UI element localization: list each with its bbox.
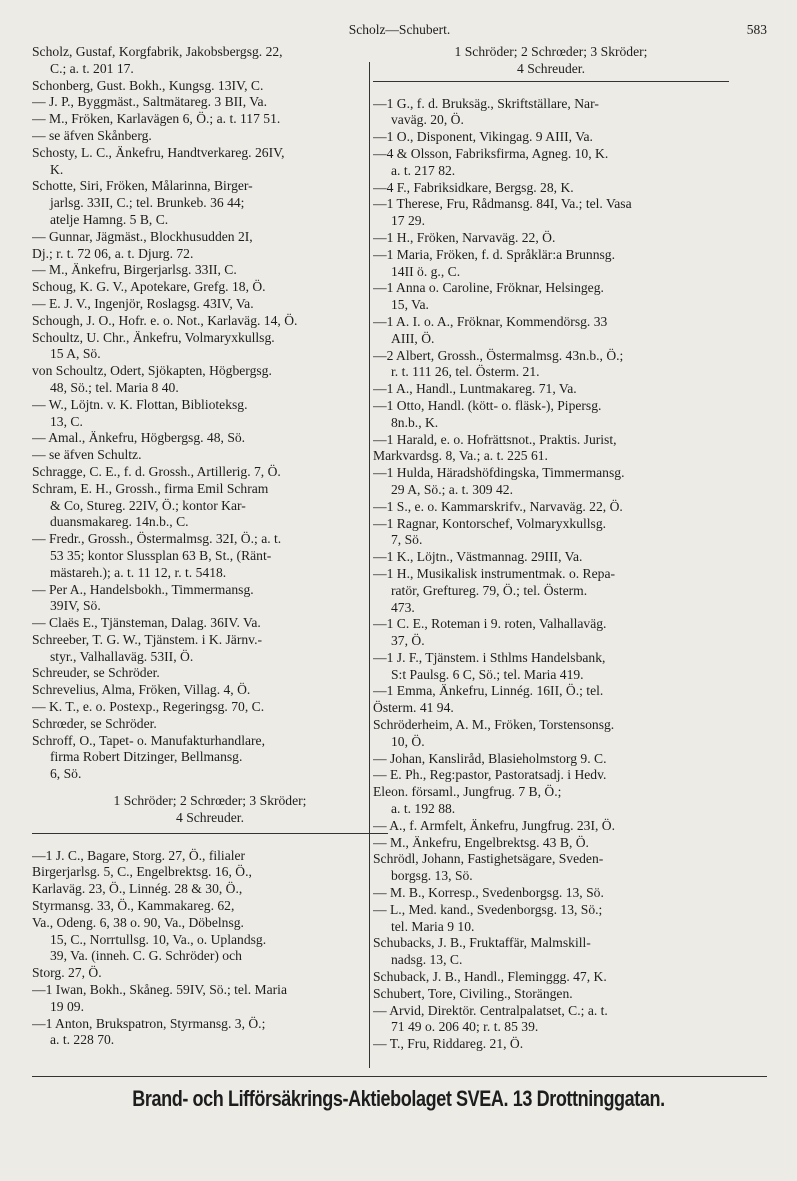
- directory-line: Schoultz, U. Chr., Änkefru, Volmaryxkullsg.: [32, 329, 275, 345]
- directory-line: 6, Sö.: [50, 766, 82, 782]
- name-variant-header: [373, 44, 729, 82]
- directory-line: — J. P., Byggmäst., Saltmätareg. 3 BII, Va.: [32, 94, 267, 110]
- directory-line: — E. J. V., Ingenjör, Roslagsg. 43IV, Va.: [32, 295, 254, 311]
- directory-line: Storg. 27, Ö.: [32, 965, 102, 981]
- directory-line: 7, Sö.: [391, 532, 423, 548]
- directory-line: Schuback, J. B., Handl., Fleminggg. 47, K.: [373, 969, 607, 985]
- directory-line: —1 A., Handl., Luntmakareg. 71, Va.: [373, 381, 577, 397]
- directory-line: 71 49 o. 206 40; r. t. 85 39.: [391, 1019, 539, 1035]
- directory-line: Schough, J. O., Hofr. e. o. Not., Karlaväg. 14, Ö.: [32, 312, 298, 328]
- directory-line: — M., Fröken, Karlavägen 6, Ö.; a. t. 117 51.: [32, 111, 281, 127]
- directory-line: 19 09.: [50, 998, 84, 1014]
- directory-line: — A., f. Armfelt, Änkefru, Jungfrug. 23I, Ö.: [373, 817, 616, 833]
- directory-line: 39, Va. (inneh. C. G. Schröder) och: [50, 948, 242, 964]
- directory-line: 15, Va.: [391, 297, 429, 313]
- right-entries: [373, 96, 773, 1053]
- directory-line: Markvardsg. 8, Va.; a. t. 225 61.: [373, 448, 548, 464]
- directory-line: —1 H., Musikalisk instrumentmak. o. Repa-: [373, 565, 616, 581]
- directory-line: Schreuder, se Schröder.: [32, 665, 160, 681]
- directory-line: atelje Hamng. 5 B, C.: [50, 211, 169, 227]
- directory-line: Schröderheim, A. M., Fröken, Torstensonsg.: [373, 717, 615, 733]
- name-variant-note: [32, 793, 388, 834]
- directory-line: —1 Hulda, Häradshöfdingska, Timmermansg.: [373, 465, 625, 481]
- directory-line: Schubert, Tore, Civiling., Storängen.: [373, 985, 573, 1001]
- variant-line-1: 1 Schröder; 2 Schrœder; 3 Skröder;: [113, 793, 307, 809]
- directory-line: —1 Harald, e. o. Hofrättsnot., Praktis. Jurist,: [373, 431, 617, 447]
- directory-line: Karlaväg. 23, Ö., Linnég. 28 & 30, Ö.,: [32, 881, 243, 897]
- directory-line: 15, C., Norrtullsg. 10, Va., o. Uplandsg.: [50, 931, 267, 947]
- directory-line: 37, Ö.: [391, 633, 425, 649]
- directory-line: 39IV, Sö.: [50, 598, 101, 614]
- directory-line: Schrödl, Johann, Fastighetsägare, Sveden-: [373, 851, 604, 867]
- directory-line: —1 Therese, Fru, Rådmansg. 84I, Va.; tel. Vasa: [373, 196, 632, 212]
- directory-line: Eleon. församl., Jungfrug. 7 B, Ö.;: [373, 784, 562, 800]
- directory-line: r. t. 111 26, tel. Österm. 21.: [391, 364, 540, 380]
- directory-line: — M., Änkefru, Engelbrektsg. 43 B, Ö.: [373, 834, 589, 850]
- directory-line: Schreeber, T. G. W., Tjänstem. i K. Järnv.-: [32, 631, 262, 647]
- variant-line-1: 1 Schröder; 2 Schrœder; 3 Skröder;: [454, 44, 648, 59]
- footer-rule: [32, 1076, 767, 1077]
- directory-line: — M. B., Korresp., Svedenborgsg. 13, Sö.: [373, 885, 604, 901]
- directory-line: — W., Löjtn. v. K. Flottan, Biblioteksg.: [32, 396, 248, 412]
- right-column: [373, 44, 773, 1053]
- directory-line: a. t. 217 82.: [391, 162, 456, 178]
- directory-line: —4 F., Fabriksidkare, Bergsg. 28, K.: [373, 179, 574, 195]
- directory-line: Schram, E. H., Grossh., firma Emil Schram: [32, 480, 269, 496]
- directory-line: — Johan, Kansliråd, Blasieholmstorg 9. C.: [373, 750, 607, 766]
- directory-line: a. t. 192 88.: [391, 801, 456, 817]
- page-header: [32, 22, 767, 42]
- directory-line: jarlsg. 33II, C.; tel. Brunkeb. 36 44;: [50, 195, 245, 211]
- directory-line: — Amal., Änkefru, Högbergsg. 48, Sö.: [32, 430, 246, 446]
- directory-line: 48, Sö.; tel. Maria 8 40.: [50, 379, 179, 395]
- directory-line: —1 Iwan, Bokh., Skåneg. 59IV, Sö.; tel. Maria: [32, 982, 287, 998]
- directory-line: Va., Odeng. 6, 38 o. 90, Va., Döbelnsg.: [32, 914, 244, 930]
- directory-line: —1 H., Fröken, Narvaväg. 22, Ö.: [373, 229, 556, 245]
- directory-line: —1 J. F., Tjänstem. i Sthlms Handelsbank,: [373, 649, 606, 665]
- directory-line: —1 S., e. o. Kammarskrifv., Narvaväg. 22, Ö.: [373, 498, 623, 514]
- running-title: Scholz—Schubert.: [348, 22, 451, 37]
- directory-line: 17 29.: [391, 213, 425, 229]
- directory-line: Schrœder, se Schröder.: [32, 715, 157, 731]
- directory-line: — Gunnar, Jägmäst., Blockhusudden 2I,: [32, 228, 253, 244]
- directory-line: —1 Anna o. Caroline, Fröknar, Helsingeg.: [373, 280, 604, 296]
- directory-line: —2 Albert, Grossh., Östermalmsg. 43n.b., Ö.;: [373, 347, 624, 363]
- directory-line: — L., Med. kand., Svedenborgsg. 13, Sö.;: [373, 901, 603, 917]
- directory-line: 15 A, Sö.: [50, 346, 101, 362]
- directory-line: —1 Otto, Handl. (kött- o. fläsk-), Pipersg.: [373, 397, 602, 413]
- directory-line: K.: [50, 161, 64, 177]
- directory-line: Schotte, Siri, Fröken, Målarinna, Birger-: [32, 178, 253, 194]
- directory-line: — Claës E., Tjänsteman, Dalag. 36IV. Va.: [32, 615, 261, 631]
- directory-line: Schubacks, J. B., Fruktaffär, Malmskill-: [373, 935, 591, 951]
- directory-line: — M., Änkefru, Birgerjarlsg. 33II, C.: [32, 262, 237, 278]
- directory-line: Styrmansg. 33, Ö., Kammakareg. 62,: [32, 898, 235, 914]
- directory-line: 8n.b., K.: [391, 414, 439, 430]
- directory-line: —1 J. C., Bagare, Storg. 27, Ö., filialer: [32, 847, 246, 863]
- directory-line: vaväg. 20, Ö.: [391, 112, 464, 128]
- directory-line: — T., Fru, Riddareg. 21, Ö.: [373, 1036, 524, 1052]
- directory-line: AIII, Ö.: [391, 330, 435, 346]
- directory-line: a. t. 228 70.: [50, 1032, 115, 1048]
- directory-line: duansmakareg. 14n.b., C.: [50, 514, 189, 530]
- directory-line: Schosty, L. C., Änkefru, Handtverkareg. 26IV,: [32, 144, 285, 160]
- footer-advertisement: Brand- och Lifförsäkrings-Aktiebolaget SVEA. 13 Drottninggatan.: [132, 1086, 665, 1111]
- directory-line: — E. Ph., Reg:pastor, Pastoratsadj. i Hedv.: [373, 767, 607, 783]
- directory-line: 53 35; kontor Slussplan 63 B, St., (Ränt-: [50, 547, 272, 563]
- directory-line: — se äfven Schultz.: [32, 447, 142, 463]
- directory-line: —1 Anton, Brukspatron, Styrmansg. 3, Ö.;: [32, 1015, 266, 1031]
- directory-line: firma Robert Ditzinger, Bellmansg.: [50, 749, 243, 765]
- directory-line: —1 C. E., Roteman i 9. roten, Valhallaväg.: [373, 616, 607, 632]
- directory-line: Österm. 41 94.: [373, 700, 454, 716]
- left-entries-top: [32, 44, 388, 783]
- variant-line-2: 4 Schreuder.: [517, 60, 585, 76]
- directory-line: 13, C.: [50, 413, 83, 429]
- variant-line-2: 4 Schreuder.: [176, 809, 244, 825]
- directory-line: — Arvid, Direktör. Centralpalatset, C.; a. t.: [373, 1002, 608, 1018]
- directory-line: C.; a. t. 201 17.: [50, 60, 134, 76]
- directory-line: 14II ö. g., C.: [391, 263, 461, 279]
- directory-line: tel. Maria 9 10.: [391, 918, 475, 934]
- page-number: 583: [746, 22, 767, 37]
- left-entries-bottom: [32, 848, 388, 1050]
- directory-line: borgsg. 13, Sö.: [391, 868, 473, 884]
- directory-line: Birgerjarlsg. 5, C., Engelbrektsg. 16, Ö.,: [32, 864, 252, 880]
- directory-line: —1 A. I. o. A., Fröknar, Kommendörsg. 33: [373, 313, 608, 329]
- directory-line: — K. T., e. o. Postexp., Regeringsg. 70, C.: [32, 699, 265, 715]
- directory-line: Schroff, O., Tapet- o. Manufakturhandlare,: [32, 732, 265, 748]
- directory-line: —1 O., Disponent, Vikingag. 9 AIII, Va.: [373, 129, 593, 145]
- left-column: [32, 44, 388, 1049]
- directory-line: Schoug, K. G. V., Apotekare, Grefg. 18, Ö.: [32, 279, 266, 295]
- directory-line: Schragge, C. E., f. d. Grossh., Artillerig. 7, Ö.: [32, 463, 281, 479]
- directory-line: ratör, Greftureg. 79, Ö.; tel. Österm.: [391, 582, 588, 598]
- directory-line: —1 G., f. d. Bruksäg., Skriftställare, Nar-: [373, 95, 599, 111]
- directory-line: — Fredr., Grossh., Östermalmsg. 32I, Ö.; a. t.: [32, 531, 282, 547]
- directory-line: mästareh.); a. t. 11 12, r. t. 5418.: [50, 564, 227, 580]
- directory-line: —1 Emma, Änkefru, Linnég. 16II, Ö.; tel.: [373, 683, 604, 699]
- directory-line: —1 Maria, Fröken, f. d. Språklär:a Brunnsg.: [373, 246, 615, 262]
- directory-line: styr., Valhallaväg. 53II, Ö.: [50, 648, 194, 664]
- directory-line: —1 K., Löjtn., Västmannag. 29III, Va.: [373, 549, 583, 565]
- directory-line: 473.: [391, 599, 415, 615]
- directory-line: — Per A., Handelsbokh., Timmermansg.: [32, 581, 254, 597]
- directory-line: Schrevelius, Alma, Fröken, Villag. 4, Ö.: [32, 682, 251, 698]
- directory-line: von Schoultz, Odert, Sjökapten, Högbergsg.: [32, 363, 272, 379]
- directory-line: Schonberg, Gust. Bokh., Kungsg. 13IV, C.: [32, 77, 264, 93]
- directory-line: 10, Ö.: [391, 733, 425, 749]
- directory-line: Scholz, Gustaf, Korgfabrik, Jakobsbergsg. 22,: [32, 44, 283, 59]
- directory-line: 29 A, Sö.; a. t. 309 42.: [391, 481, 513, 497]
- directory-line: & Co, Stureg. 22IV, Ö.; kontor Kar-: [50, 497, 246, 513]
- directory-line: nadsg. 13, C.: [391, 952, 463, 968]
- directory-line: — se äfven Skånberg.: [32, 127, 152, 143]
- directory-line: S:t Paulsg. 6 C, Sö.; tel. Maria 419.: [391, 666, 584, 682]
- directory-line: —4 & Olsson, Fabriksfirma, Agneg. 10, K.: [373, 145, 609, 161]
- directory-line: Dj.; r. t. 72 06, a. t. Djurg. 72.: [32, 245, 194, 261]
- directory-line: —1 Ragnar, Kontorschef, Volmaryxkullsg.: [373, 515, 607, 531]
